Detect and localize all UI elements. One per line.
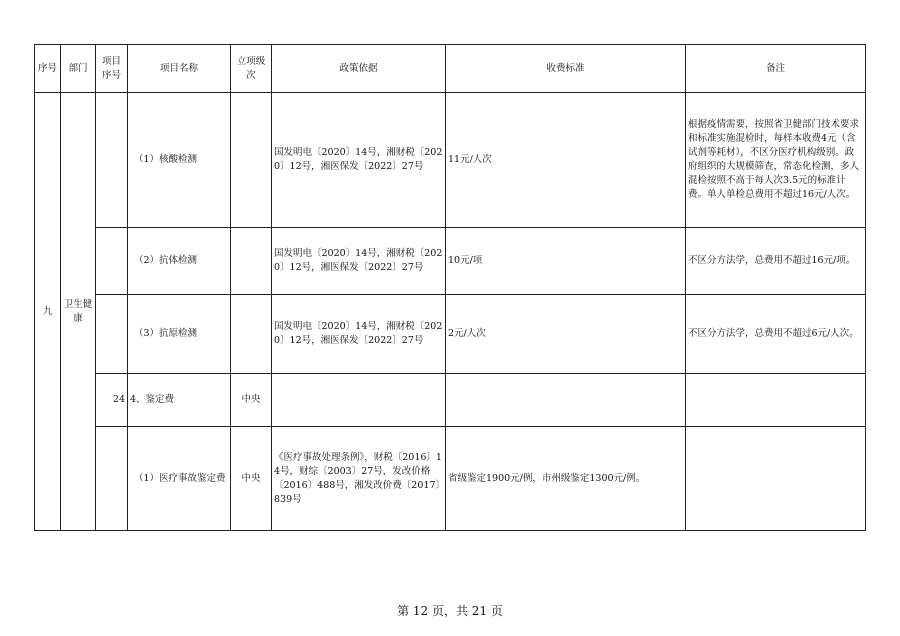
group-dept-cell: 卫生健康 bbox=[61, 93, 96, 531]
item-name-cell: （2）抗体检测 bbox=[128, 228, 231, 295]
level-cell bbox=[231, 228, 272, 295]
header-standard: 收费标准 bbox=[446, 45, 686, 93]
table-row bbox=[35, 93, 866, 228]
policy-cell bbox=[272, 374, 446, 427]
standard-cell: 2元/人次 bbox=[446, 295, 686, 374]
table-row bbox=[35, 427, 866, 531]
remark-cell bbox=[686, 374, 866, 427]
remark-cell: 不区分方法学，总费用不超过6元/人次。 bbox=[686, 295, 866, 374]
item-seq-cell bbox=[96, 427, 128, 531]
item-seq-cell bbox=[96, 228, 128, 295]
item-name-cell: （3）抗原检测 bbox=[128, 295, 231, 374]
standard-cell: 11元/人次 bbox=[446, 93, 686, 228]
level-cell: 中央 bbox=[231, 374, 272, 427]
level-cell bbox=[231, 295, 272, 374]
standard-cell: 10元/项 bbox=[446, 228, 686, 295]
item-name-cell: （1）核酸检测 bbox=[128, 93, 231, 228]
item-seq-cell: 24 bbox=[96, 374, 128, 427]
remark-cell: 根据疫情需要，按照省卫健部门技术要求和标准实施混检时，每样本收费4元（含试剂等耗材），不区分医疗机构级别。政府组织的大规模筛查，常态化检测，多人混检按照不高于每人次3.5元的标准计费。单人单检总费用不超过16元/人次。 bbox=[686, 93, 866, 228]
group-seq-cell: 九 bbox=[35, 93, 61, 531]
table-row bbox=[35, 295, 866, 374]
header-dept: 部门 bbox=[61, 45, 96, 93]
table-row bbox=[35, 374, 866, 427]
item-name-cell: （1）医疗事故鉴定费 bbox=[128, 427, 231, 531]
header-item-seq: 项目序号 bbox=[96, 45, 128, 93]
policy-cell: 国发明电〔2020〕14号，湘财税〔2020〕12号，湘医保发〔2022〕27号 bbox=[272, 295, 446, 374]
header-policy: 政策依据 bbox=[272, 45, 446, 93]
header-item-name: 项目名称 bbox=[128, 45, 231, 93]
remark-cell bbox=[686, 427, 866, 531]
header-level: 立项级次 bbox=[231, 45, 272, 93]
policy-cell: 国发明电〔2020〕14号，湘财税〔2020〕12号，湘医保发〔2022〕27号 bbox=[272, 228, 446, 295]
standard-cell bbox=[446, 374, 686, 427]
fee-table bbox=[34, 44, 866, 531]
table-header-row bbox=[35, 45, 866, 93]
policy-cell: 国发明电〔2020〕14号，湘财税〔2020〕12号，湘医保发〔2022〕27号 bbox=[272, 93, 446, 228]
header-seq: 序号 bbox=[35, 45, 61, 93]
item-name-cell: 4、鉴定费 bbox=[128, 374, 231, 427]
remark-cell: 不区分方法学，总费用不超过16元/项。 bbox=[686, 228, 866, 295]
item-seq-cell bbox=[96, 93, 128, 228]
level-cell: 中央 bbox=[231, 427, 272, 531]
header-remark: 备注 bbox=[686, 45, 866, 93]
table-row bbox=[35, 228, 866, 295]
item-seq-cell bbox=[96, 295, 128, 374]
standard-cell: 省级鉴定1900元/例，市州级鉴定1300元/例。 bbox=[446, 427, 686, 531]
page-footer: 第 12 页，共 21 页 bbox=[397, 604, 503, 618]
level-cell bbox=[231, 93, 272, 228]
policy-cell: 《医疗事故处理条例》，财税〔2016〕14号，财综〔2003〕27号，发改价格〔2016〕488号，湘发改价费〔2017〕839号 bbox=[272, 427, 446, 531]
